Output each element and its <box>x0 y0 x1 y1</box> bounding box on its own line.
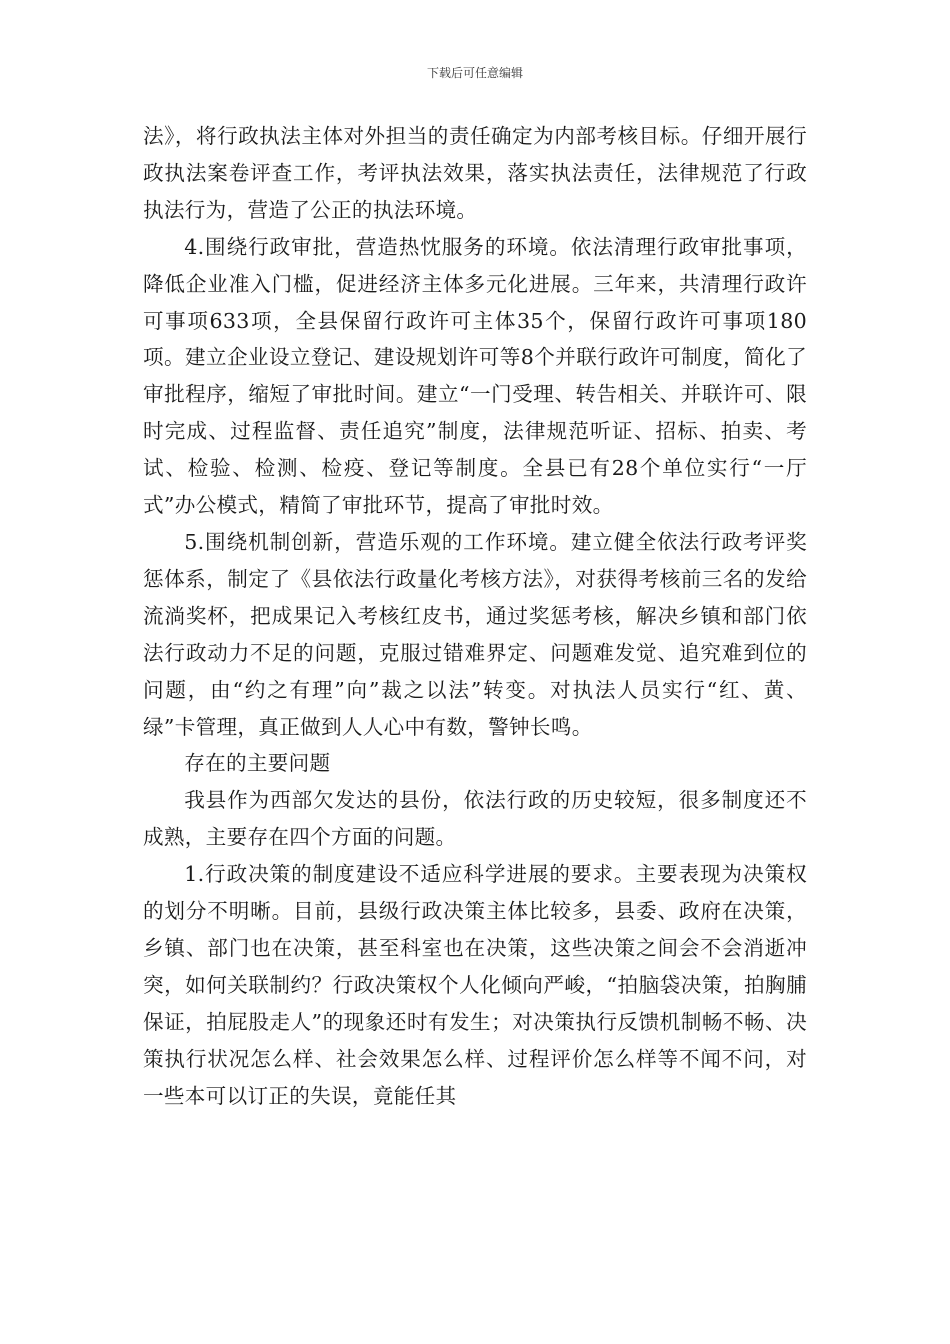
paragraph-3: 5.围绕机制创新，营造乐观的工作环境。建立健全依法行政考评奖惩体系，制定了《县依法行政量化考核方法》，对获得考核前三名的发给流淌奖杯，把成果记入考核红皮书，通过奖惩考核，解决乡镇和部门依法行政动力不足的问题，克服过错难界定、问题难发觉、追究难到位的问题，由“约之有理”向”裁之以法”转变。对执法人员实行“红、黄、绿”卡管理，真正做到人人心中有数，警钟长鸣。 <box>143 529 807 739</box>
paragraph-2: 4.围绕行政审批，营造热忱服务的环境。依法清理行政审批事项，降低企业准入门槛，促进经济主体多元化进展。三年来，共清理行政许可事项633项，全县保留行政许可主体35个，保留行政许可事项180项。建立企业设立登记、建设规划许可等8个并联行政许可制度，简化了审批程序，缩短了审批时间。建立“一门受理、转告相关、并联许可、限时完成、过程监督、责任追究”制度，法律规范听证、招标、拍卖、考试、检验、检测、检疫、登记等制度。全县已有28个单位实行“一厅式”办公模式，精简了审批环节，提高了审批时效。 <box>143 234 807 518</box>
document-body <box>143 118 807 1114</box>
page-header: 下载后可任意编辑 <box>426 66 523 80</box>
section-heading: 存在的主要问题 <box>184 751 331 776</box>
paragraph-1: 法》，将行政执法主体对外担当的责任确定为内部考核目标。仔细开展行政执法案卷评查工作，考评执法效果，落实执法责任，法律规范了行政执法行为，营造了公正的执法环境。 <box>143 124 807 222</box>
paragraph-5: 1.行政决策的制度建设不适应科学进展的要求。主要表现为决策权的划分不明晰。目前，县级行政决策主体比较多，县委、政府在决策，乡镇、部门也在决策，甚至科室也在决策，这些决策之间会不会消逝冲突，如何关联制约？行政决策权个人化倾向严峻，“拍脑袋决策，拍胸脯保证，拍屁股走人”的现象还时有发生；对决策执行反馈机制畅不畅、决策执行状况怎么样、社会效果怎么样、过程评价怎么样等不闻不问，对一些本可以订正的失误，竟能任其 <box>143 862 807 1108</box>
paragraph-4: 我县作为西部欠发达的县份，依法行政的历史较短，很多制度还不成熟，主要存在四个方面的问题。 <box>143 788 807 850</box>
